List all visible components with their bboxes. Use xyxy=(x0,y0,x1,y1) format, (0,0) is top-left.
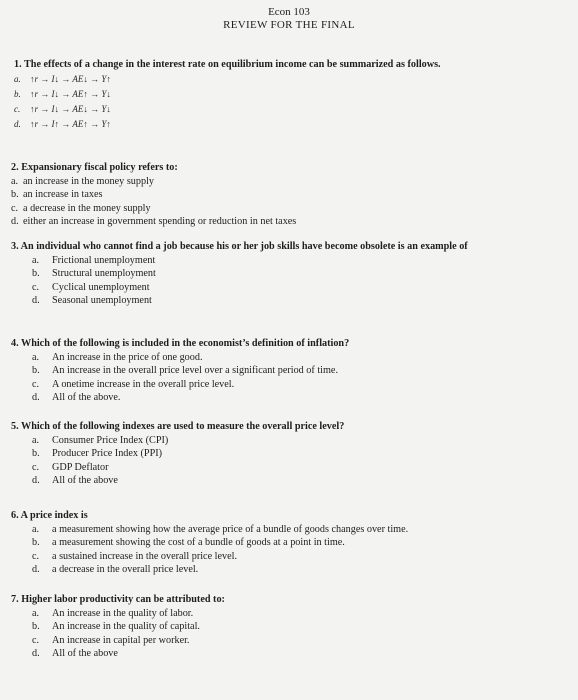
option-letter: d. xyxy=(14,118,21,129)
question-7-option-d xyxy=(11,647,531,661)
option-text: All of the above xyxy=(52,648,118,659)
option-text: An increase in the price of one good. xyxy=(52,351,203,363)
option-text: GDP Deflator xyxy=(52,461,109,473)
option-text: ↑r → I↑ → AE↑ → Y↑ xyxy=(30,118,111,129)
option-letter: d. xyxy=(32,295,40,306)
option-letter: a. xyxy=(32,254,40,266)
question-7-option-a xyxy=(11,607,531,621)
option-letter: b. xyxy=(32,537,40,548)
option-letter: b. xyxy=(32,268,40,279)
option-letter: b. xyxy=(32,621,40,632)
question-5 xyxy=(11,420,531,488)
option-letter: a. xyxy=(11,175,19,187)
question-2-option-a xyxy=(11,175,511,189)
question-2-option-c xyxy=(11,202,511,216)
question-2-stem: 2. Expansionary fiscal policy refers to: xyxy=(11,162,178,173)
question-3-option-b xyxy=(11,267,531,281)
option-letter: c. xyxy=(32,281,40,293)
option-letter: d. xyxy=(32,648,40,659)
option-letter: a. xyxy=(14,73,21,84)
option-text: ↑r → I↓ → AE↓ → Y↑ xyxy=(30,73,111,84)
option-text: An increase in the quality of capital. xyxy=(52,621,200,632)
option-letter: d. xyxy=(32,392,40,403)
question-4-option-d xyxy=(11,391,531,405)
question-3-option-c xyxy=(11,281,531,295)
question-4 xyxy=(11,337,531,405)
question-2-option-d xyxy=(11,215,511,229)
option-text: a decrease in the money supply xyxy=(23,202,151,214)
option-text: Structural unemployment xyxy=(52,268,156,279)
question-6-option-a xyxy=(11,523,551,537)
course-label: Econ 103 xyxy=(268,6,310,18)
option-letter: c. xyxy=(32,461,40,473)
option-letter: c. xyxy=(11,202,19,214)
option-text: Cyclical unemployment xyxy=(52,281,150,293)
option-letter: b. xyxy=(11,189,19,200)
option-text: Frictional unemployment xyxy=(52,254,156,266)
question-1-option-a xyxy=(14,72,484,87)
question-6-option-c xyxy=(11,550,551,564)
option-letter: b. xyxy=(14,88,21,99)
option-letter: b. xyxy=(32,448,40,459)
question-3-stem: 3. An individual who cannot find a job because his or her job skills have become obsolete is an example of xyxy=(11,241,468,252)
option-text: Producer Price Index (PPI) xyxy=(52,448,163,459)
question-3-option-d xyxy=(11,294,531,308)
page-title: REVIEW FOR THE FINAL xyxy=(223,19,355,31)
option-letter: c. xyxy=(32,634,40,646)
option-letter: c. xyxy=(14,103,21,114)
question-5-option-d xyxy=(11,474,531,488)
question-3-option-a xyxy=(11,254,531,268)
option-text: An increase in the overall price level over a significant period of time. xyxy=(52,365,338,376)
option-letter: d. xyxy=(11,216,19,227)
option-text: an increase in the money supply xyxy=(23,175,154,187)
question-3 xyxy=(11,240,531,308)
question-1-option-c xyxy=(14,102,484,117)
question-4-option-b xyxy=(11,364,531,378)
question-1-option-b xyxy=(14,87,484,102)
option-letter: c. xyxy=(32,550,40,562)
option-text: an increase in taxes xyxy=(23,189,103,200)
question-4-option-a xyxy=(11,351,531,365)
question-1 xyxy=(14,58,484,132)
option-text: ↑r → I↓ → AE↑ → Y↓ xyxy=(30,88,111,99)
option-letter: a. xyxy=(32,351,40,363)
question-6-stem: 6. A price index is xyxy=(11,510,88,521)
option-letter: c. xyxy=(32,378,40,390)
question-5-stem: 5. Which of the following indexes are used to measure the overall price level? xyxy=(11,421,345,432)
option-text: a measurement showing the cost of a bundle of goods at a point in time. xyxy=(52,537,345,548)
option-text: An increase in the quality of labor. xyxy=(52,607,194,619)
question-6 xyxy=(11,509,551,577)
option-letter: b. xyxy=(32,365,40,376)
question-4-stem: 4. Which of the following is included in the economist’s definition of inflation? xyxy=(11,338,350,349)
question-4-option-c xyxy=(11,378,531,392)
option-text: Seasonal unemployment xyxy=(52,295,152,306)
option-text: ↑r → I↓ → AE↓ → Y↓ xyxy=(30,103,111,114)
question-7-option-c xyxy=(11,634,531,648)
option-text: All of the above. xyxy=(52,392,121,403)
question-5-option-a xyxy=(11,434,531,448)
option-text: a sustained increase in the overall price level. xyxy=(52,550,237,562)
option-letter: d. xyxy=(32,564,40,575)
question-6-option-d xyxy=(11,563,551,577)
question-1-stem: 1. The effects of a change in the interest rate on equilibrium income can be summarized as follows. xyxy=(14,59,441,70)
option-text: a decrease in the overall price level. xyxy=(52,564,199,575)
question-2-option-b xyxy=(11,188,511,202)
option-text: a measurement showing how the average price of a bundle of goods changes over time. xyxy=(52,523,409,535)
question-6-option-b xyxy=(11,536,551,550)
question-2 xyxy=(11,161,511,229)
option-letter: a. xyxy=(32,523,40,535)
question-5-option-b xyxy=(11,447,531,461)
option-text: All of the above xyxy=(52,475,118,486)
question-5-option-c xyxy=(11,461,531,475)
question-7-option-b xyxy=(11,620,531,634)
option-text: Consumer Price Index (CPI) xyxy=(52,434,169,446)
option-letter: d. xyxy=(32,475,40,486)
option-text: An increase in capital per worker. xyxy=(52,634,190,646)
question-7 xyxy=(11,593,531,661)
question-7-stem: 7. Higher labor productivity can be attributed to: xyxy=(11,594,225,605)
option-letter: a. xyxy=(32,607,40,619)
option-text: A onetime increase in the overall price level. xyxy=(52,378,235,390)
option-letter: a. xyxy=(32,434,40,446)
question-1-option-d xyxy=(14,117,484,132)
option-text: either an increase in government spending or reduction in net taxes xyxy=(23,216,297,227)
